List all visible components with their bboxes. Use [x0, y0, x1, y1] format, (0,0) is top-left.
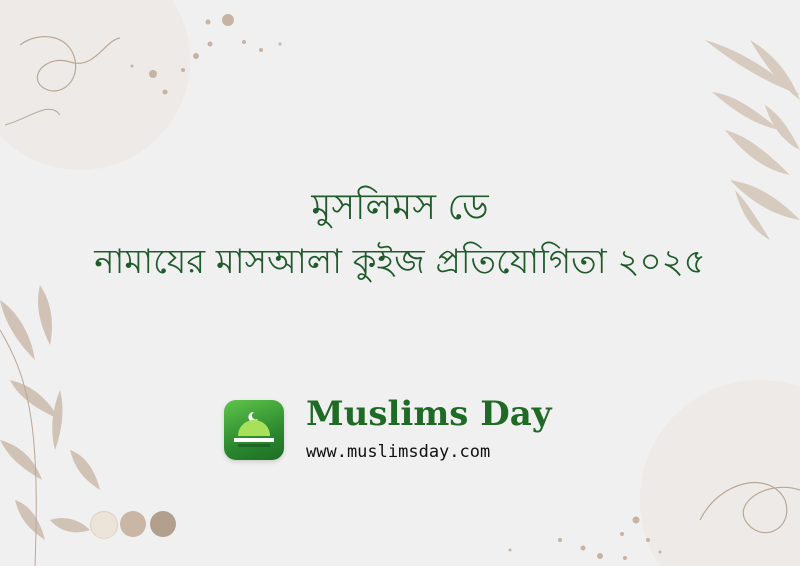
color-swatch-light [90, 511, 118, 539]
bottom-right-blob [640, 380, 800, 566]
top-left-blob [0, 0, 190, 170]
app-logo [224, 400, 284, 460]
poster-title: মুসলিমস ডে [311, 187, 489, 228]
bottom-left-leaves [0, 285, 100, 540]
bottom-right-dots [509, 517, 662, 561]
color-swatch-medium [120, 511, 146, 537]
color-swatch-dark [150, 511, 176, 537]
brand-name: Muslims Day [306, 394, 552, 434]
brand-url[interactable]: www.muslimsday.com [306, 442, 491, 462]
mosque-dome-icon [224, 400, 284, 460]
poster-subtitle: নামাযের মাসআলা কুইজ প্রতিযোগিতা ২০২৫ [94, 242, 706, 282]
